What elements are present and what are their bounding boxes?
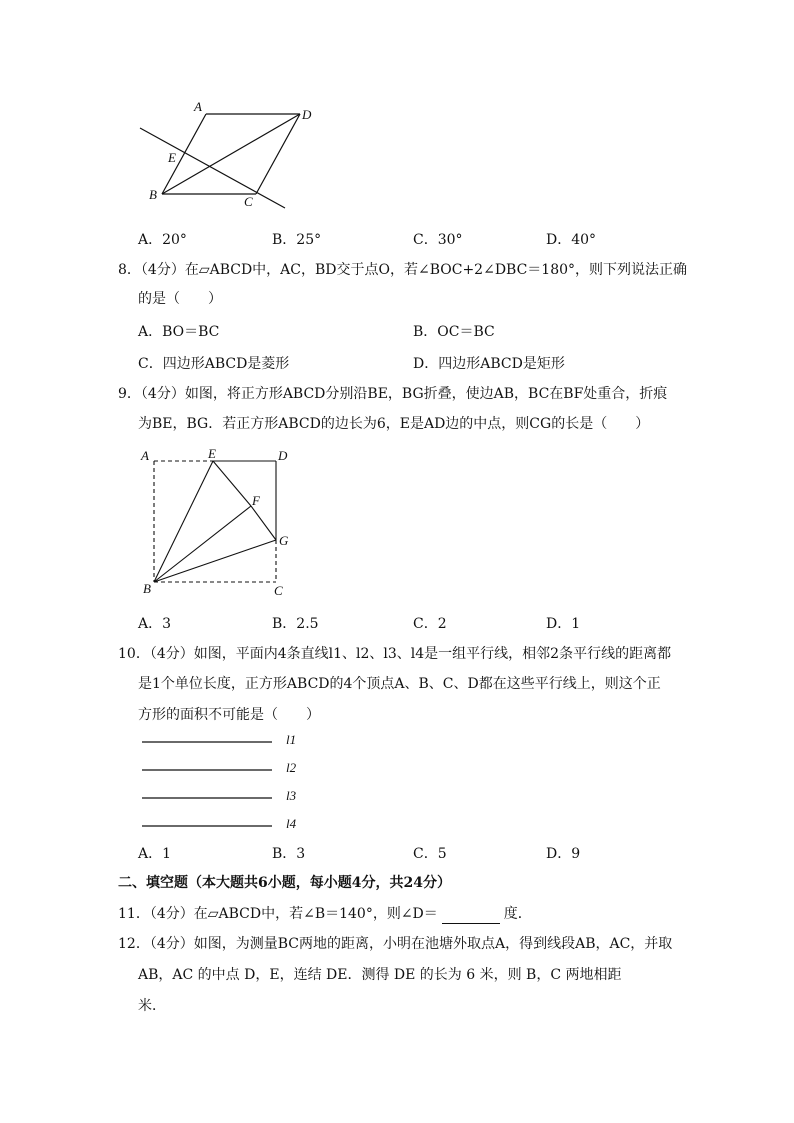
q7-diagonal-bd — [162, 114, 300, 194]
q12-stem-line1: 12．（4分）如图，为测量BC两地的距离，小明在池塘外取点A，得到线段AB，AC，并取 — [118, 936, 673, 952]
q9-label-g: G — [279, 533, 289, 548]
q7-option-c[interactable]: C．30° — [413, 232, 463, 248]
q8-stem-line2: 的是（ ） — [138, 291, 222, 307]
q10-label-l1: l1 — [286, 732, 297, 747]
q11-stem-after: 度． — [503, 906, 532, 922]
q9-option-c[interactable]: C．2 — [413, 616, 447, 632]
q9-label-b: B — [143, 581, 151, 596]
q10-option-b[interactable]: B．3 — [272, 846, 306, 862]
q9-stem-line1: 9．（4分）如图，将正方形ABCD分别沿BE，BG折叠，使边AB，BC在BF处重合，折痕 — [118, 386, 668, 402]
q11-stem-before: 11．（4分）在▱ABCD中，若∠B＝140°，则∠D＝ — [118, 906, 438, 922]
q8-option-d[interactable]: D．四边形ABCD是矩形 — [413, 356, 565, 372]
q10-stem-line2: 是1个单位长度，正方形ABCD的4个顶点A、B、C、D都在这些平行线上，则这个正 — [138, 676, 661, 692]
q9-option-d[interactable]: D．1 — [546, 616, 581, 632]
q8-option-c[interactable]: C．四边形ABCD是菱形 — [138, 356, 290, 372]
q8-option-a[interactable]: A．BO＝BC — [138, 324, 220, 340]
q9-fold-be — [154, 461, 213, 582]
q10-option-a[interactable]: A．1 — [138, 846, 172, 862]
q7-figure — [130, 98, 312, 218]
q9-segment-ef — [213, 461, 251, 506]
q8-stem-line1: 8．（4分）在▱ABCD中，AC，BD交于点O，若∠BOC+2∠DBC＝180°，则下列说法正确 — [118, 262, 688, 278]
q9-label-d: D — [278, 448, 288, 463]
q7-label-d: D — [302, 107, 312, 122]
q7-label-a: A — [194, 99, 202, 114]
q7-option-a[interactable]: A．20° — [138, 232, 187, 248]
q10-stem-line3: 方形的面积不可能是（ ） — [138, 707, 320, 723]
q9-label-e: E — [208, 446, 216, 461]
q9-figure — [138, 445, 298, 600]
q12-stem-line3: 米． — [138, 998, 166, 1014]
q7-label-c: C — [244, 194, 253, 209]
q7-label-e: E — [168, 150, 176, 165]
q12-stem-line2: AB，AC 的中点 D，E，连结 DE．测得 DE 的长为 6 米，则 B，C 两地相距 — [138, 967, 622, 983]
q9-option-a[interactable]: A．3 — [138, 616, 172, 632]
q10-figure — [138, 730, 308, 840]
q9-segment-fg — [251, 506, 276, 540]
q10-label-l3: l3 — [286, 788, 297, 803]
q7-option-d[interactable]: D．40° — [546, 232, 597, 248]
q11-answer-blank[interactable] — [442, 909, 500, 924]
q9-fold-bg — [154, 540, 276, 582]
q10-option-c[interactable]: C．5 — [413, 846, 447, 862]
q9-label-a: A — [141, 448, 149, 463]
q10-label-l2: l2 — [286, 760, 297, 775]
q7-side-cd — [256, 114, 300, 194]
q10-label-l4: l4 — [286, 816, 297, 831]
q9-segment-bf — [154, 506, 251, 582]
q7-option-b[interactable]: B．25° — [272, 232, 322, 248]
q8-option-b[interactable]: B．OC＝BC — [413, 324, 495, 340]
q7-label-b: B — [149, 187, 157, 202]
q9-label-c: C — [274, 583, 283, 598]
q9-label-f: F — [252, 493, 260, 508]
q10-stem-line1: 10．（4分）如图，平面内4条直线l1、l2、l3、l4是一组平行线，相邻2条平行线的距离都 — [118, 646, 672, 662]
q7-line-ec — [140, 128, 285, 208]
q9-option-b[interactable]: B．2.5 — [272, 616, 319, 632]
q9-stem-line2: 为BE，BG．若正方形ABCD的边长为6，E是AD边的中点，则CG的长是（ ） — [138, 416, 650, 432]
section2-title: 二、填空题（本大题共6小题，每小题4分，共24分） — [118, 875, 451, 891]
q10-option-d[interactable]: D．9 — [546, 846, 581, 862]
q11-stem — [118, 904, 532, 924]
